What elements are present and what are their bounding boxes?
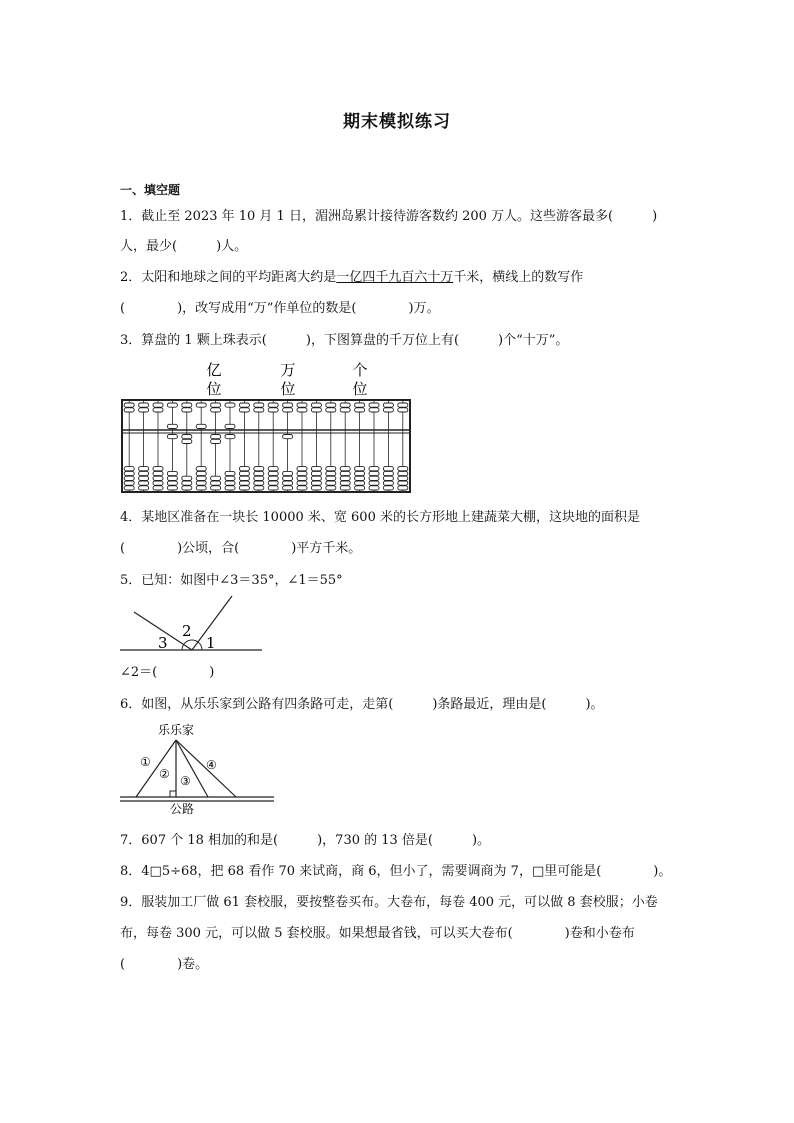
lower-bead <box>182 476 192 480</box>
lower-bead <box>398 471 408 475</box>
lower-bead <box>182 435 192 439</box>
home-label: 乐乐家 <box>157 723 195 737</box>
lower-bead <box>225 435 235 439</box>
section-heading: 一、填空题 <box>120 183 181 197</box>
lower-bead <box>254 476 264 480</box>
lower-bead <box>369 486 379 490</box>
upper-bead <box>254 408 264 412</box>
lower-bead <box>196 467 206 471</box>
angle-label-1: 1 <box>206 634 216 652</box>
lower-bead <box>297 481 307 485</box>
lower-bead <box>398 481 408 485</box>
lower-bead <box>383 476 393 480</box>
upper-bead <box>268 403 278 407</box>
lower-bead <box>369 467 379 471</box>
label-wan-wei: 位 <box>280 380 296 398</box>
lower-bead <box>211 435 221 439</box>
lower-bead <box>254 471 264 475</box>
lower-bead <box>153 481 163 485</box>
lower-bead <box>139 467 149 471</box>
upper-bead <box>182 403 192 407</box>
question-1-line-1: 1．截止至 2023 年 10 月 1 日，湄洲岛累计接待游客数约 200 万人。这些游客最多( ) <box>120 209 658 224</box>
question-9-line-3: ( )卷。 <box>120 957 209 972</box>
road-label: 公路 <box>169 802 195 816</box>
lower-bead <box>297 476 307 480</box>
lower-bead <box>167 476 177 480</box>
question-1-line-2: 人，最少( )人。 <box>120 239 248 254</box>
lower-bead <box>225 486 235 490</box>
lower-bead <box>239 467 249 471</box>
lower-bead <box>153 476 163 480</box>
lower-bead <box>139 481 149 485</box>
upper-bead <box>182 408 192 412</box>
abacus-figure <box>118 358 418 498</box>
lower-bead <box>297 486 307 490</box>
lower-bead <box>383 486 393 490</box>
lower-bead <box>225 476 235 480</box>
upper-bead <box>124 408 134 412</box>
lower-bead <box>326 467 336 471</box>
lower-bead <box>167 481 177 485</box>
upper-bead <box>196 403 206 407</box>
upper-bead <box>297 408 307 412</box>
lower-bead <box>211 481 221 485</box>
upper-bead <box>398 408 408 412</box>
upper-bead <box>268 408 278 412</box>
abacus-place-labels <box>206 361 367 398</box>
lower-bead <box>383 471 393 475</box>
lower-bead <box>196 476 206 480</box>
lower-bead <box>139 471 149 475</box>
label-yi: 亿 <box>206 361 222 379</box>
lower-bead <box>311 486 321 490</box>
upper-bead <box>340 408 350 412</box>
upper-bead <box>167 403 177 407</box>
question-7-line-1: 7．607 个 18 相加的和是( )，730 的 13 倍是( )。 <box>120 833 491 848</box>
lower-bead <box>311 476 321 480</box>
lower-bead <box>254 486 264 490</box>
lower-bead <box>268 486 278 490</box>
lower-bead <box>383 481 393 485</box>
lower-bead <box>340 467 350 471</box>
upper-bead <box>239 403 249 407</box>
lower-bead <box>326 471 336 475</box>
path-1-label: ① <box>140 755 151 769</box>
lower-bead <box>211 439 221 443</box>
lower-bead <box>239 486 249 490</box>
angle-figure <box>118 592 268 654</box>
upper-bead <box>283 403 293 407</box>
label-ge: 个 <box>352 361 368 379</box>
upper-bead <box>369 403 379 407</box>
upper-bead <box>326 408 336 412</box>
lower-bead <box>153 486 163 490</box>
label-wan: 万 <box>280 361 296 379</box>
lower-bead <box>196 486 206 490</box>
lower-bead <box>340 481 350 485</box>
lower-bead <box>225 481 235 485</box>
lower-bead <box>196 481 206 485</box>
lower-bead <box>340 486 350 490</box>
upper-bead <box>369 408 379 412</box>
question-8-line-1: 8．4□5÷68，把 68 看作 70 来试商，商 6，但小了，需要调商为 7，□里可能是( )。 <box>120 864 672 879</box>
question-2-line-2: ( )，改写成用“万”作单位的数是( )万。 <box>120 301 440 316</box>
lower-bead <box>124 471 134 475</box>
lower-bead <box>124 481 134 485</box>
lower-bead <box>326 476 336 480</box>
upper-bead <box>254 403 264 407</box>
question-2-text-b: 千米，横线上的数写作 <box>453 270 584 285</box>
lower-bead <box>398 467 408 471</box>
lower-bead <box>211 476 221 480</box>
lower-bead <box>355 471 365 475</box>
upper-bead <box>211 408 221 412</box>
lower-bead <box>369 471 379 475</box>
lower-bead <box>239 481 249 485</box>
lower-bead <box>355 486 365 490</box>
upper-bead <box>311 403 321 407</box>
upper-bead <box>311 408 321 412</box>
lower-bead <box>297 467 307 471</box>
question-6-line-1: 6．如图，从乐乐家到公路有四条路可走，走第( )条路最近，理由是( )。 <box>120 697 604 712</box>
upper-bead <box>196 424 206 428</box>
question-5-line-1: 5．已知：如图中∠3＝35°，∠1＝55° <box>120 573 343 588</box>
lower-bead <box>124 467 134 471</box>
upper-bead <box>398 403 408 407</box>
lower-bead <box>268 476 278 480</box>
upper-bead <box>211 403 221 407</box>
lower-bead <box>124 486 134 490</box>
question-4-line-2: ( )公顷，合( )平方千米。 <box>120 541 362 556</box>
lower-bead <box>283 486 293 490</box>
lower-bead <box>167 471 177 475</box>
upper-bead <box>383 403 393 407</box>
lower-bead <box>254 481 264 485</box>
question-2-underlined-number: 一亿四千九百六十万 <box>336 270 454 285</box>
path-3-label: ③ <box>180 774 191 788</box>
lower-bead <box>283 481 293 485</box>
upper-bead <box>225 424 235 428</box>
path-3-line <box>176 740 208 797</box>
lower-bead <box>398 476 408 480</box>
lower-bead <box>268 471 278 475</box>
question-9-line-2: 布，每卷 300 元，可以做 5 套校服。如果想最省钱，可以买大卷布( )卷和小卷布 <box>120 926 635 941</box>
lower-bead <box>124 476 134 480</box>
question-2-text-a: 2．太阳和地球之间的平均距离大约是 <box>120 270 337 285</box>
lower-bead <box>225 471 235 475</box>
path-4-label: ④ <box>206 758 217 772</box>
upper-bead <box>139 408 149 412</box>
abacus-rods <box>124 401 408 491</box>
right-angle-mark <box>170 791 176 797</box>
question-2-line-1 <box>120 270 583 286</box>
lower-bead <box>182 486 192 490</box>
angle-label-3: 3 <box>158 634 168 652</box>
upper-bead <box>153 403 163 407</box>
lower-bead <box>182 481 192 485</box>
question-4-line-1: 4．某地区准备在一块长 10000 米、宽 600 米的长方形地上建蔬菜大棚，这块地的面积是 <box>120 510 640 525</box>
upper-bead <box>355 408 365 412</box>
lower-bead <box>326 486 336 490</box>
upper-bead <box>124 403 134 407</box>
upper-bead <box>355 403 365 407</box>
upper-bead <box>139 403 149 407</box>
path-2-label: ② <box>159 767 170 781</box>
abacus-frame <box>122 400 410 492</box>
lower-bead <box>369 476 379 480</box>
upper-bead <box>167 424 177 428</box>
upper-bead <box>340 403 350 407</box>
lower-bead <box>355 476 365 480</box>
lower-bead <box>283 476 293 480</box>
lower-bead <box>167 435 177 439</box>
question-9-line-1: 9．服装加工厂做 61 套校服，要按整卷买布。大卷布，每卷 400 元，可以做 8 套校服；小卷 <box>120 895 658 910</box>
lower-bead <box>311 471 321 475</box>
lower-bead <box>182 439 192 443</box>
upper-bead <box>297 403 307 407</box>
question-5-answer: ∠2＝( ) <box>120 665 215 680</box>
lower-bead <box>297 471 307 475</box>
label-yi-wei: 位 <box>206 380 222 398</box>
label-ge-wei: 位 <box>352 380 368 398</box>
lower-bead <box>355 481 365 485</box>
lower-bead <box>355 467 365 471</box>
lower-bead <box>326 481 336 485</box>
upper-bead <box>239 408 249 412</box>
upper-bead <box>383 408 393 412</box>
lower-bead <box>311 467 321 471</box>
lower-bead <box>383 467 393 471</box>
upper-bead <box>283 408 293 412</box>
upper-bead <box>326 403 336 407</box>
lower-bead <box>239 476 249 480</box>
page-title: 期末模拟练习 <box>343 112 451 132</box>
lower-bead <box>211 486 221 490</box>
lower-bead <box>340 471 350 475</box>
angle-label-2: 2 <box>182 622 192 640</box>
lower-bead <box>311 481 321 485</box>
lower-bead <box>268 467 278 471</box>
lower-bead <box>139 486 149 490</box>
lower-bead <box>167 486 177 490</box>
lower-bead <box>398 486 408 490</box>
lower-bead <box>239 471 249 475</box>
lower-bead <box>153 471 163 475</box>
lower-bead <box>254 467 264 471</box>
lower-bead <box>283 435 293 439</box>
question-3-line-1: 3．算盘的 1 颗上珠表示( )，下图算盘的千万位上有( )个“十万”。 <box>120 333 569 348</box>
lower-bead <box>283 471 293 475</box>
lower-bead <box>369 481 379 485</box>
lower-bead <box>153 467 163 471</box>
lower-bead <box>340 476 350 480</box>
lower-bead <box>196 471 206 475</box>
upper-bead <box>153 408 163 412</box>
lower-bead <box>268 481 278 485</box>
lower-bead <box>139 476 149 480</box>
upper-bead <box>225 403 235 407</box>
road-figure <box>118 718 278 818</box>
